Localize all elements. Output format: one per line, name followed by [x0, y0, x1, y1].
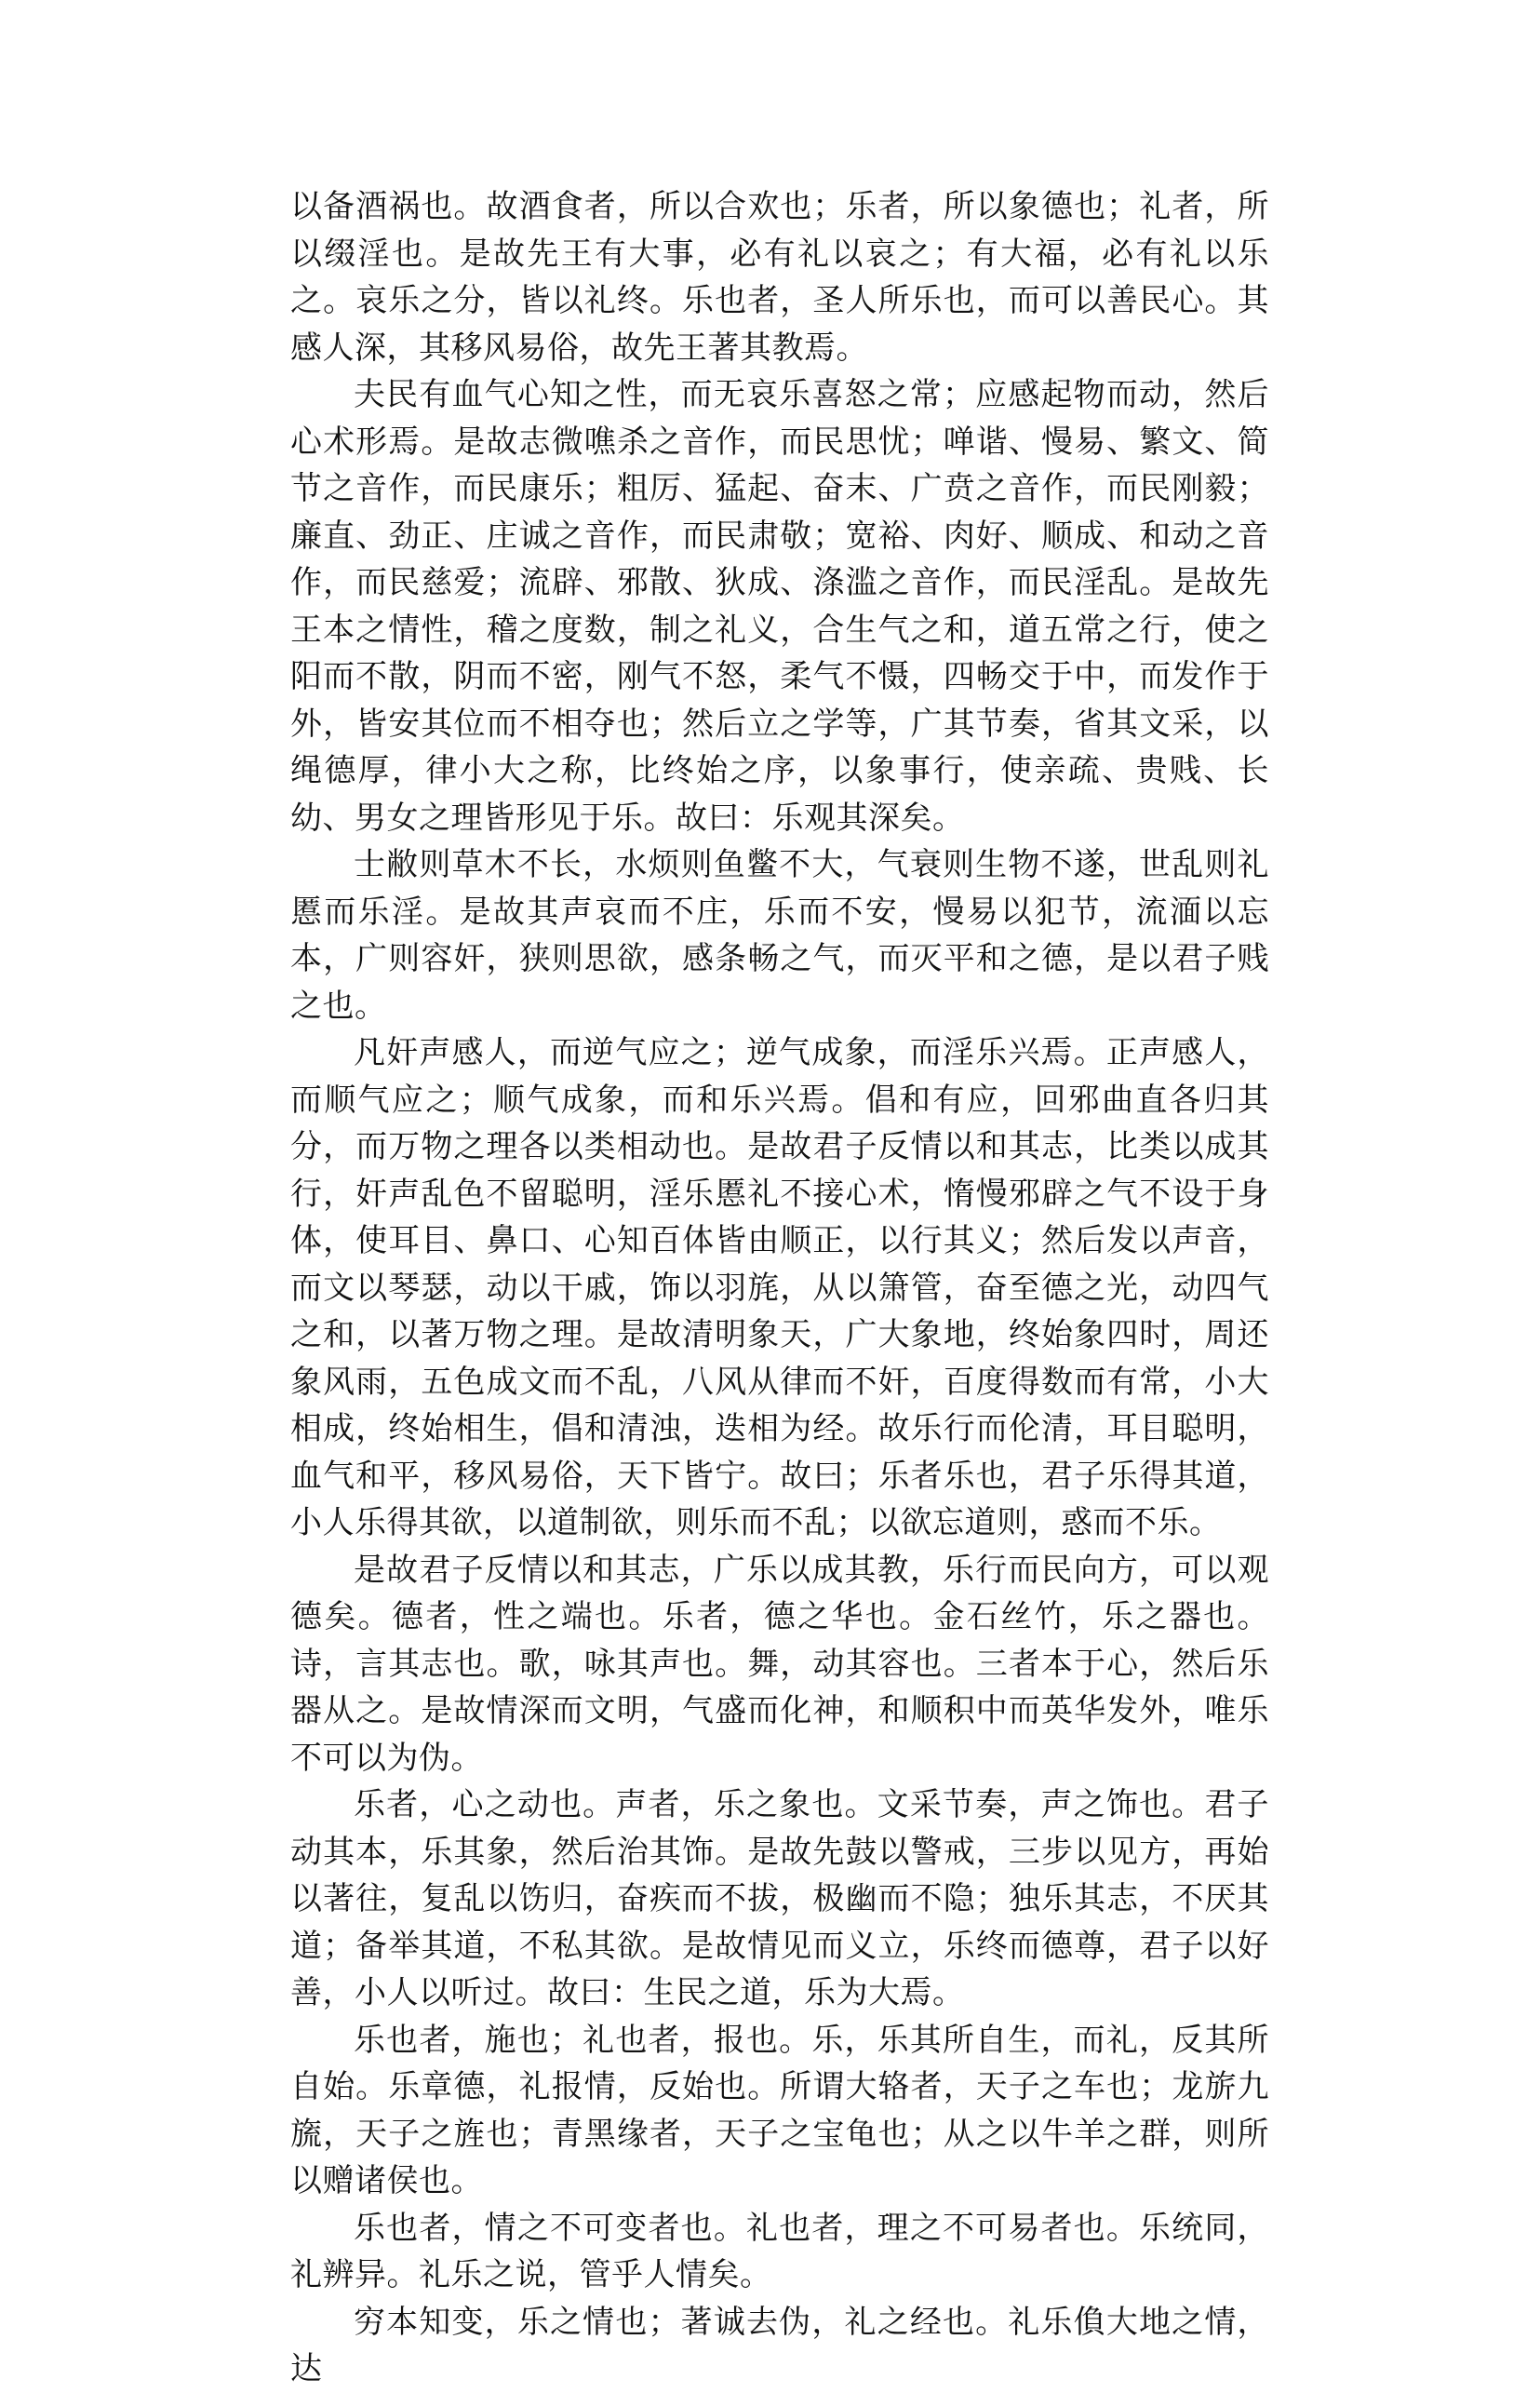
- paragraph-4: 凡奸声感人，而逆气应之；逆气成象，而淫乐兴焉。正声感人，而顺气应之；顺气成象，而和乐兴焉。倡和有应，回邪曲直各归其分，而万物之理各以类相动也。是故君子反情以和其志，比类以成其行，奸声乱色不留聪明，淫乐慝礼不接心术，惰慢邪辟之气不设于身体，使耳目、鼻口、心知百体皆由顺正，以行其义；然后发以声音，而文以琴瑟，动以干戚，饰以羽旄，从以箫管，奋至德之光，动四气之和，以著万物之理。是故清明象天，广大象地，终始象四时，周还象风雨，五色成文而不乱，八风从律而不奸，百度得数而有常，小大相成，终始相生，倡和清浊，迭相为经。故乐行而伦清，耳目聪明，血气和平，移风易俗，天下皆宁。故曰；乐者乐也，君子乐得其道，小人乐得其欲，以道制欲，则乐而不乱；以欲忘道则，惑而不乐。: [290, 1034, 1269, 1541]
- paragraph-2: 夫民有血气心知之性，而无哀乐喜怒之常；应感起物而动，然后心术形焉。是故志微噍杀之音作，而民思忧；啴谐、慢易、繁文、简节之音作，而民康乐；粗厉、猛起、奋末、广贲之音作，而民刚毅；廉直、劲正、庄诚之音作，而民肃敬；宽裕、肉好、顺成、和动之音作，而民慈爱；流辟、邪散、狄成、涤滥之音作，而民淫乱。是故先王本之情性，稽之度数，制之礼义，合生气之和，道五常之行，使之阳而不散，阴而不密，刚气不怒，柔气不慑，四畅交于中，而发作于外，皆安其位而不相夺也；然后立之学等，广其节奏，省其文采，以绳德厚，律小大之称，比终始之序，以象事行，使亲疏、贵贱、长幼、男女之理皆形见于乐。故曰：乐观其深矣。: [290, 376, 1269, 837]
- paragraph-9: 穷本知变，乐之情也；著诚去伪，礼之经也。礼乐偩大地之情，达: [290, 2303, 1269, 2387]
- paragraph-5: 是故君子反情以和其志，广乐以成其教，乐行而民向方，可以观德矣。德者，性之端也。乐者，德之华也。金石丝竹，乐之器也。诗，言其志也。歌，咏其声也。舞，动其容也。三者本于心，然后乐器从之。是故情深而文明，气盛而化神，和顺积中而英华发外，唯乐不可以为伪。: [290, 1551, 1269, 1777]
- paragraph-3: 士敝则草木不长，水烦则鱼鳖不大，气衰则生物不遂，世乱则礼慝而乐淫。是故其声哀而不庄，乐而不安，慢易以犯节，流湎以忘本，广则容奸，狭则思欲，感条畅之气，而灭平和之德，是以君子贱之也。: [290, 846, 1269, 1025]
- paragraph-6: 乐者，心之动也。声者，乐之象也。文采节奏，声之饰也。君子动其本，乐其象，然后治其饰。是故先鼓以警戒，三步以见方，再始以著往，复乱以饬归，奋疾而不拔，极幽而不隐；独乐其志，不厌其道；备举其道，不私其欲。是故情见而义立，乐终而德尊，君子以好善，小人以听过。故曰：生民之道，乐为大焉。: [290, 1786, 1269, 2011]
- paragraph-8: 乐也者，情之不可变者也。礼也者，理之不可易者也。乐统同，礼辨异。礼乐之说，管乎人情矣。: [290, 2209, 1269, 2293]
- document-body: [290, 183, 1269, 2393]
- paragraph-7: 乐也者，施也；礼也者，报也。乐，乐其所自生，而礼，反其所自始。乐章德，礼报情，反始也。所谓大辂者，天子之车也；龙旂九旒，天子之旌也；青黑缘者，天子之宝龟也；从之以牛羊之群，则所以赠诸侯也。: [290, 2021, 1269, 2199]
- paragraph-1: 以备酒祸也。故酒食者，所以合欢也；乐者，所以象德也；礼者，所以缀淫也。是故先王有大事，必有礼以哀之；有大福，必有礼以乐之。哀乐之分，皆以礼终。乐也者，圣人所乐也，而可以善民心。其感人深，其移风易俗，故先王著其教焉。: [290, 188, 1269, 367]
